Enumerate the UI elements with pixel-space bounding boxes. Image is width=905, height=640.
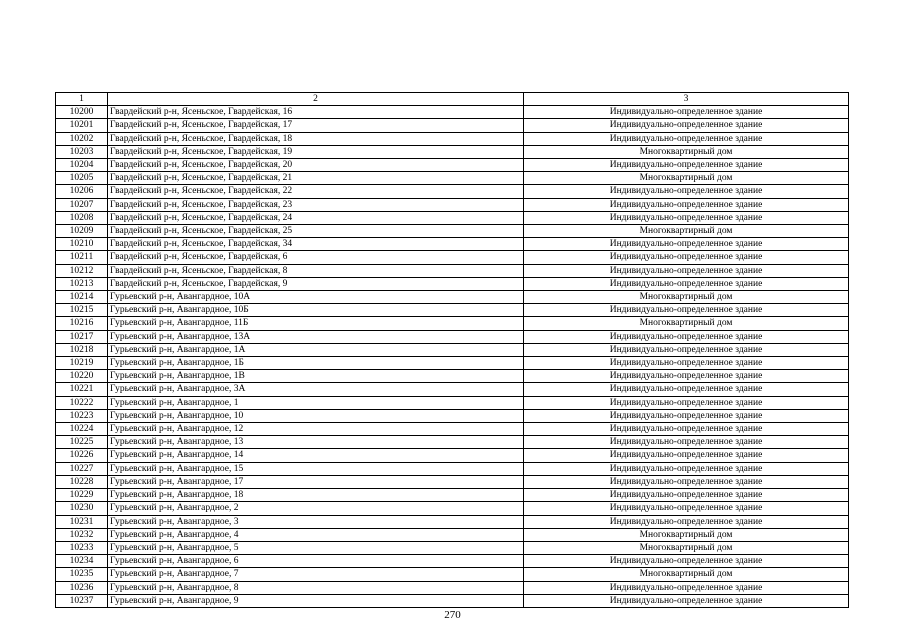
- building-type-cell: Индивидуально-определенное здание: [524, 119, 849, 132]
- building-type-cell: Индивидуально-определенное здание: [524, 185, 849, 198]
- address-cell: Гвардейский р-н, Ясеньское, Гвардейская, 25: [108, 225, 524, 238]
- table-row: [56, 475, 849, 488]
- row-number-cell: 10205: [56, 172, 108, 185]
- table-row: [56, 581, 849, 594]
- table-row: [56, 145, 849, 158]
- building-type-cell: Индивидуально-определенное здание: [524, 264, 849, 277]
- row-number-cell: 10209: [56, 225, 108, 238]
- table-row: [56, 159, 849, 172]
- address-cell: Гурьевский р-н, Авангардное, 10: [108, 409, 524, 422]
- building-type-cell: Многоквартирный дом: [524, 541, 849, 554]
- address-cell: Гурьевский р-н, Авангардное, 1Б: [108, 357, 524, 370]
- table-row: [56, 594, 849, 607]
- address-cell: Гвардейский р-н, Ясеньское, Гвардейская, 34: [108, 238, 524, 251]
- address-cell: Гурьевский р-н, Авангардное, 15: [108, 462, 524, 475]
- address-cell: Гурьевский р-н, Авангардное, 3: [108, 515, 524, 528]
- table-row: [56, 198, 849, 211]
- address-cell: Гурьевский р-н, Авангардное, 7: [108, 568, 524, 581]
- table-row: [56, 172, 849, 185]
- building-type-cell: Индивидуально-определенное здание: [524, 343, 849, 356]
- building-type-cell: Индивидуально-определенное здание: [524, 515, 849, 528]
- building-type-cell: Многоквартирный дом: [524, 145, 849, 158]
- table-row: [56, 106, 849, 119]
- address-cell: Гурьевский р-н, Авангардное, 17: [108, 475, 524, 488]
- table-row: [56, 396, 849, 409]
- address-cell: Гурьевский р-н, Авангардное, 1: [108, 396, 524, 409]
- table-row: [56, 436, 849, 449]
- row-number-cell: 10218: [56, 343, 108, 356]
- table-row: [56, 423, 849, 436]
- building-type-cell: Многоквартирный дом: [524, 528, 849, 541]
- table-row: [56, 317, 849, 330]
- building-type-cell: Индивидуально-определенное здание: [524, 396, 849, 409]
- row-number-cell: 10202: [56, 132, 108, 145]
- address-cell: Гвардейский р-н, Ясеньское, Гвардейская, 9: [108, 277, 524, 290]
- address-cell: Гурьевский р-н, Авангардное, 13А: [108, 330, 524, 343]
- building-type-cell: Индивидуально-определенное здание: [524, 370, 849, 383]
- row-number-cell: 10217: [56, 330, 108, 343]
- building-type-cell: Индивидуально-определенное здание: [524, 462, 849, 475]
- table-row: [56, 185, 849, 198]
- table-row: [56, 555, 849, 568]
- table-row: [56, 357, 849, 370]
- building-type-cell: Индивидуально-определенное здание: [524, 594, 849, 607]
- table-row: [56, 264, 849, 277]
- table-row: [56, 462, 849, 475]
- address-cell: Гурьевский р-н, Авангардное, 12: [108, 423, 524, 436]
- address-cell: Гурьевский р-н, Авангардное, 10А: [108, 291, 524, 304]
- table-row: [56, 330, 849, 343]
- table-row: [56, 211, 849, 224]
- row-number-cell: 10236: [56, 581, 108, 594]
- table-row: [56, 489, 849, 502]
- building-type-cell: Индивидуально-определенное здание: [524, 304, 849, 317]
- page-number: 270: [444, 609, 461, 621]
- table-row: [56, 277, 849, 290]
- address-cell: Гвардейский р-н, Ясеньское, Гвардейская, 18: [108, 132, 524, 145]
- building-type-cell: Многоквартирный дом: [524, 225, 849, 238]
- address-cell: Гвардейский р-н, Ясеньское, Гвардейская, 23: [108, 198, 524, 211]
- address-cell: Гурьевский р-н, Авангардное, 6: [108, 555, 524, 568]
- table-row: [56, 502, 849, 515]
- row-number-cell: 10220: [56, 370, 108, 383]
- table-row: [56, 568, 849, 581]
- row-number-cell: 10229: [56, 489, 108, 502]
- address-cell: Гвардейский р-н, Ясеньское, Гвардейская, 16: [108, 106, 524, 119]
- row-number-cell: 10233: [56, 541, 108, 554]
- address-cell: Гвардейский р-н, Ясеньское, Гвардейская, 6: [108, 251, 524, 264]
- row-number-cell: 10221: [56, 383, 108, 396]
- row-number-cell: 10234: [56, 555, 108, 568]
- table-row: [56, 225, 849, 238]
- building-type-cell: Индивидуально-определенное здание: [524, 198, 849, 211]
- table-row: [56, 383, 849, 396]
- row-number-cell: 10213: [56, 277, 108, 290]
- building-type-cell: Индивидуально-определенное здание: [524, 409, 849, 422]
- building-type-cell: Индивидуально-определенное здание: [524, 383, 849, 396]
- address-cell: Гурьевский р-н, Авангардное, 5: [108, 541, 524, 554]
- building-type-cell: Индивидуально-определенное здание: [524, 159, 849, 172]
- address-cell: Гурьевский р-н, Авангардное, 9: [108, 594, 524, 607]
- row-number-cell: 10208: [56, 211, 108, 224]
- row-number-cell: 10232: [56, 528, 108, 541]
- building-type-cell: Индивидуально-определенное здание: [524, 357, 849, 370]
- row-number-cell: 10201: [56, 119, 108, 132]
- table-row: [56, 370, 849, 383]
- building-type-cell: Индивидуально-определенное здание: [524, 132, 849, 145]
- row-number-cell: 10223: [56, 409, 108, 422]
- table-row: [56, 343, 849, 356]
- table-row: [56, 251, 849, 264]
- column-header-3: 3: [524, 93, 849, 106]
- row-number-cell: 10206: [56, 185, 108, 198]
- table-row: [56, 449, 849, 462]
- table-row: [56, 528, 849, 541]
- building-type-cell: Многоквартирный дом: [524, 291, 849, 304]
- table-row: [56, 238, 849, 251]
- address-cell: Гурьевский р-н, Авангардное, 14: [108, 449, 524, 462]
- row-number-cell: 10210: [56, 238, 108, 251]
- address-cell: Гвардейский р-н, Ясеньское, Гвардейская, 19: [108, 145, 524, 158]
- building-type-cell: Индивидуально-определенное здание: [524, 581, 849, 594]
- building-type-cell: Индивидуально-определенное здание: [524, 489, 849, 502]
- row-number-cell: 10225: [56, 436, 108, 449]
- row-number-cell: 10207: [56, 198, 108, 211]
- address-cell: Гвардейский р-н, Ясеньское, Гвардейская, 8: [108, 264, 524, 277]
- table-body: [56, 93, 849, 608]
- building-type-cell: Индивидуально-определенное здание: [524, 555, 849, 568]
- building-type-cell: Индивидуально-определенное здание: [524, 251, 849, 264]
- row-number-cell: 10224: [56, 423, 108, 436]
- row-number-cell: 10200: [56, 106, 108, 119]
- row-number-cell: 10203: [56, 145, 108, 158]
- buildings-table: [55, 92, 849, 608]
- table-row: [56, 304, 849, 317]
- building-type-cell: Индивидуально-определенное здание: [524, 423, 849, 436]
- building-type-cell: Индивидуально-определенное здание: [524, 277, 849, 290]
- table-header-row: [56, 93, 849, 106]
- column-header-1: 1: [56, 93, 108, 106]
- row-number-cell: 10231: [56, 515, 108, 528]
- address-cell: Гурьевский р-н, Авангардное, 10Б: [108, 304, 524, 317]
- address-cell: Гурьевский р-н, Авангардное, 1В: [108, 370, 524, 383]
- building-type-cell: Индивидуально-определенное здание: [524, 436, 849, 449]
- building-type-cell: Индивидуально-определенное здание: [524, 475, 849, 488]
- building-type-cell: Многоквартирный дом: [524, 568, 849, 581]
- address-cell: Гурьевский р-н, Авангардное, 8: [108, 581, 524, 594]
- column-header-2: 2: [108, 93, 524, 106]
- table-row: [56, 515, 849, 528]
- address-cell: Гвардейский р-н, Ясеньское, Гвардейская, 20: [108, 159, 524, 172]
- row-number-cell: 10214: [56, 291, 108, 304]
- row-number-cell: 10228: [56, 475, 108, 488]
- address-cell: Гвардейский р-н, Ясеньское, Гвардейская, 21: [108, 172, 524, 185]
- address-cell: Гурьевский р-н, Авангардное, 2: [108, 502, 524, 515]
- address-cell: Гвардейский р-н, Ясеньское, Гвардейская, 22: [108, 185, 524, 198]
- address-cell: Гурьевский р-н, Авангардное, 3А: [108, 383, 524, 396]
- table-row: [56, 132, 849, 145]
- row-number-cell: 10226: [56, 449, 108, 462]
- address-cell: Гурьевский р-н, Авангардное, 13: [108, 436, 524, 449]
- address-cell: Гурьевский р-н, Авангардное, 1А: [108, 343, 524, 356]
- building-type-cell: Индивидуально-определенное здание: [524, 502, 849, 515]
- row-number-cell: 10227: [56, 462, 108, 475]
- building-type-cell: Индивидуально-определенное здание: [524, 449, 849, 462]
- row-number-cell: 10237: [56, 594, 108, 607]
- address-cell: Гвардейский р-н, Ясеньское, Гвардейская, 24: [108, 211, 524, 224]
- row-number-cell: 10235: [56, 568, 108, 581]
- address-cell: Гурьевский р-н, Авангардное, 11Б: [108, 317, 524, 330]
- row-number-cell: 10212: [56, 264, 108, 277]
- address-cell: Гурьевский р-н, Авангардное, 18: [108, 489, 524, 502]
- row-number-cell: 10211: [56, 251, 108, 264]
- address-cell: Гурьевский р-н, Авангардное, 4: [108, 528, 524, 541]
- row-number-cell: 10222: [56, 396, 108, 409]
- table-row: [56, 409, 849, 422]
- building-type-cell: Многоквартирный дом: [524, 317, 849, 330]
- building-type-cell: Индивидуально-определенное здание: [524, 106, 849, 119]
- building-type-cell: Индивидуально-определенное здание: [524, 330, 849, 343]
- building-type-cell: Индивидуально-определенное здание: [524, 211, 849, 224]
- table-row: [56, 119, 849, 132]
- table-row: [56, 291, 849, 304]
- building-type-cell: Многоквартирный дом: [524, 172, 849, 185]
- table-row: [56, 541, 849, 554]
- row-number-cell: 10215: [56, 304, 108, 317]
- row-number-cell: 10216: [56, 317, 108, 330]
- row-number-cell: 10219: [56, 357, 108, 370]
- row-number-cell: 10230: [56, 502, 108, 515]
- address-cell: Гвардейский р-н, Ясеньское, Гвардейская, 17: [108, 119, 524, 132]
- row-number-cell: 10204: [56, 159, 108, 172]
- building-type-cell: Индивидуально-определенное здание: [524, 238, 849, 251]
